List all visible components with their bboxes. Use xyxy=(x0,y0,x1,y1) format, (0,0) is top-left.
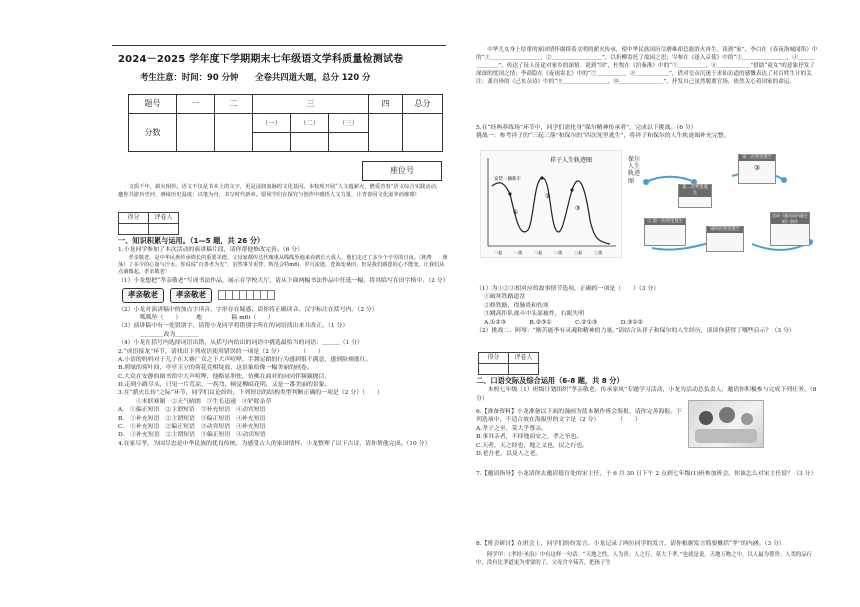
q2-option-b: B.碧绿的荷叶间，亭亭玉立的荷花竞相绽放，这景象给像一幅美丽的画卷。 xyxy=(118,365,313,372)
q8-block xyxy=(476,540,818,568)
diagram-node-3-label: 第三次死里逃生 xyxy=(739,155,775,161)
diagram-node-5-label: 完成《暴风雨所诞生的》创作 xyxy=(772,213,808,224)
q5-2: （2）挑战二：阿琴：“刚苦能李有灵魂和精神的力量。”请结合从祥子和保尔的人生经历，谈谈你获得了哪些启示？（3 分） xyxy=(476,327,795,334)
diagram-node-3 xyxy=(738,154,776,184)
q2-option-c: C.大众在安静的图书馆中大声喧哗，他略显胆怯，仿佛在面对的向同伴频频抛目。 xyxy=(118,373,331,380)
diagram-node-1 xyxy=(644,218,686,246)
chart-tick-5: 三起 xyxy=(573,250,583,255)
xiangzi-chart xyxy=(480,150,622,258)
filial-piety-cartoon xyxy=(688,400,764,448)
top-rule xyxy=(112,45,446,46)
chart-tick-3: 二起 xyxy=(533,250,543,255)
score-head-label: 题号 xyxy=(129,95,177,114)
scorer-table-2 xyxy=(478,352,539,375)
q1-3: （3）演讲稿中有一处错别字，请帮小龙同学将错别字所在的词语找出来并改正。（1 分） xyxy=(118,323,349,330)
diagram-node-3-mark: ③ xyxy=(753,163,761,172)
score-head-4: 四 xyxy=(369,95,403,114)
cartoon-figure-1 xyxy=(699,411,713,425)
chart-frame xyxy=(480,150,622,258)
section1 xyxy=(118,236,448,448)
tianzige-grid[interactable] xyxy=(218,290,274,300)
score-cell-3-3[interactable] xyxy=(329,133,369,152)
score-sub-1: （一） xyxy=(253,114,291,133)
q1-2-blanks[interactable]: 呱呱坠（ ） 地 稿 m6i（ ） xyxy=(140,315,274,322)
q5-1-item-a: ①破坏铁路道岔 xyxy=(484,294,526,301)
section2 xyxy=(476,376,818,403)
q1-3-blank[interactable]: ＿＿＿＿改为＿＿＿＿ xyxy=(140,331,199,338)
scorer2-score: 得分 xyxy=(479,353,509,364)
chart-annotation: 安装一辆新车 xyxy=(494,177,521,182)
section2-intro: 本校七年级（1）班级计划组织“孝亲敬老，传承家风”专题学习活动，小龙为活动总负责人，邀请你积极参与完成下列任务。（8 分） xyxy=(476,387,817,402)
poem-fill-text[interactable]: 中华儿女身上厚重的家国情怀赓续着文明的薪火传承，使中华民族国历尽磨难却总能浴火再生。读到“家”，李白在《春夜洛城闻笛》中的“①＿＿＿＿＿＿＿＿＿，②＿＿＿＿＿＿＿＿＿”，以折柳寄托了故园之思；岑参在《逢入京使》中的“③＿＿＿＿＿＿＿＿，④＿＿＿＿＿＿＿”，传达了征人征途对家乡的深情。说到“国”，杜牧在《泊秦淮》中的“⑤＿＿＿＿＿，⑥＿＿＿＿＿＿”借助“商女”的意象抒发了深深的忧国之情；李商隐在《夜雨寄北》中的“⑦＿＿＿＿＿，⑧＿＿＿＿＿＿”，借对皇帝沉迷于求仙访道的感慨表达了对百姓生计的关注；龚自珍的《己亥杂诗》中的“⑨＿＿＿＿＿＿＿＿，⑩＿＿＿＿＿＿＿＿”，抒发自己虽然脱离官场，依然关心着国家的命运。 xyxy=(476,47,818,85)
q1: 1.小龙同学参加了本次活动的演讲稿片段，请你帮他修改完善。（6 分） xyxy=(118,247,304,254)
q5-1-item-b: ②修铁路，得肺炎和伤寒 xyxy=(484,302,549,309)
chart-tick-4: 二落 xyxy=(553,250,563,255)
q5-1-item-c: ③跳高拒队战斗中头部被炸，右眼失明 xyxy=(484,311,585,318)
diagram-node-4-label: 第四次死里逃生 xyxy=(707,227,743,233)
scorer-score-cell[interactable] xyxy=(119,224,149,235)
chart-point-label-3: ③ xyxy=(575,205,581,212)
chart-point-label-1: ① xyxy=(513,209,519,216)
score-table xyxy=(128,94,443,152)
q1-4: （4）小龙在括号内选择词语出错，从括号内给出的词语中挑选最恰当的词语：＿＿＿（1 分） xyxy=(118,340,363,347)
chart-title: 祥子人生轨迹图 xyxy=(549,157,593,164)
q5: 5.在“经典养练场”环节中，同学们需化身“保尔精神传承者”，完成以下挑战。（6 分） xyxy=(476,125,697,131)
section2-heading: 二、口语交际及综合运用（6-8 题，共 8 分） xyxy=(476,376,624,385)
q1-2: （2）小龙对演讲稿中的加点字读音，字形存在疑惑，请你将正确读音、汉字标注在括号内。（2 分） xyxy=(118,306,378,313)
q4: 4.在家尽孝，为国尽忠是中华民族的优良传统。为感受古人的家国情怀，小龙整理了以下古诗，请你帮他完成。（10 分） xyxy=(118,440,431,447)
q5-1: （1）为①②③相对应的故事情节选项，正确的一项是（ ）（3 分） xyxy=(476,286,660,292)
scorer-table-1 xyxy=(118,212,179,235)
chart-tick-6: 三落 xyxy=(593,250,603,255)
score-cell-2[interactable] xyxy=(215,114,253,152)
score-cell-total[interactable] xyxy=(403,114,443,152)
score-cell-3-1[interactable] xyxy=(253,133,291,152)
q3-option-b: B. ①补充短语 ②主谓短语 ③偏正短语 ④补充短语 xyxy=(118,415,266,422)
chart-tick-1: 一起 xyxy=(493,250,503,255)
q5-1-options[interactable]: A.①②③ B.②③① C.②①③ D.③①② xyxy=(484,319,643,326)
cartoon-table xyxy=(695,429,757,443)
score-head-2: 二 xyxy=(215,95,253,114)
score-cell-1[interactable] xyxy=(177,114,215,152)
q2-option-d: D.走到小路尽头，只见一片荒凉，一拐弯，顿觉柳暗花明，又是一番美丽的景象。 xyxy=(118,382,331,389)
q6-block xyxy=(476,408,686,458)
pavel-diagram xyxy=(620,152,818,282)
diagram-node-2-label: 第二次死里逃生 xyxy=(679,185,711,197)
scorer-grader: 评卷人 xyxy=(149,213,179,224)
seat-number-box[interactable]: 座位号 xyxy=(362,161,442,181)
diagram-node-4 xyxy=(706,226,744,252)
q3: 3.在“薪火长传”之际“环节，同学们议论纷纷，下列短语的结构类型判断正确的一项是（2 分）（ ） xyxy=(118,390,383,397)
diagram-title: 保尔人生轨迹图 xyxy=(628,156,641,185)
q7: 7.【邀请指导】小龙请你去邀请德育处的宋主任，于 6 月 30 日下午 2 点到七年级(1)班参加班会。你该怎么对宋主任说？（3 分） xyxy=(476,471,817,477)
calligraphy-sample-1[interactable]: 孝亲敬老 xyxy=(122,288,164,303)
q1-1-seals xyxy=(122,288,448,303)
score-cell-4[interactable] xyxy=(369,114,403,152)
q1-passage: 孝亲敬老，是中华民族传承绵长的重要美德。父母家都传达代瑰重从呱呱坠地来看到长大成人，他们走过了多少个辛劳的日夜。（耗费 涤荡）了多少的心血与汗水。你说说“百善孝为先”，虽然事节更替，辉范会特m6i，岁月流逝，苍海变桑田，但是我们感恩的心不能变，让我们从点滴做起，孝亲敬老！ xyxy=(118,254,448,276)
score-cell-3-2[interactable] xyxy=(291,133,329,152)
chart-point-label-2: ② xyxy=(545,193,551,200)
chart-point-2 xyxy=(540,176,543,179)
q5-challenge-1: 挑战一：参考祥子的“三起三落”和保尔的“四次死里逃生”，将祥子和保尔的人生轨迹图补充完整。 xyxy=(476,133,730,140)
q8-text: 阿学甲：《孝经·圣治》中有这样一句话：“天地之性，人为贵；人之行，莫大于孝。”也就是说，天地万物之中，以人最为尊贵；人类的品行中，没有比孝道更为重要的了。父母含辛茹苦，把孩子生 xyxy=(476,552,813,567)
scorer-grader-cell[interactable] xyxy=(149,224,179,235)
exam-notice: 考生注意：时间：90 分钟 全卷共四道大题，总分 120 分 xyxy=(140,72,371,82)
intro-text: 文质千年，薪火相传。语文不仅是书本上的文字，更是浸润血脉的文化基因。本校现开展“人文蕴薪火，燃爱青春”语文综合实践活动，邀你共游历史河，赓续历史温度；以笔为舟，书写时代新章。愿同学们在探究与创作中感悟人文力量，让青春因文化滋养而璀璨！ xyxy=(118,184,442,198)
diagram-node-1-label: ② 第一次死里逃生 xyxy=(645,219,685,225)
diagram-node-2 xyxy=(678,184,712,208)
q6-option-c: C.天者，天之经也，地之义也，民之行也。 xyxy=(476,442,589,449)
chart-point-1 xyxy=(508,192,511,195)
q6-option-d: D.老吾老，以及人之老。 xyxy=(476,450,542,457)
q5-block xyxy=(476,124,818,141)
q2-option-a: A.小语的妈妈对于儿子在大赛广众之下大声喧哗，手舞足蹈的行为感到很不满意，感到脸颊涨红。 xyxy=(118,356,372,363)
scorer-score: 得分 xyxy=(119,213,149,224)
q7-block xyxy=(476,470,818,478)
exam-title: 2024－2025 学年度下学期期末七年级语文学科质量检测试卷 xyxy=(118,54,404,65)
q5-options xyxy=(476,285,818,335)
q1-1: （1）小龙想把“孝亲敬老”写成书法作品，展示在学校大厅，请从下面两幅书法作品中任选一幅，将其临写在田字格中。（2 分） xyxy=(118,277,449,284)
q3-option-c: C. ①补充短语 ②偏正短语 ③动宾短语 ④补充短语 xyxy=(118,423,266,430)
diagram-node-5 xyxy=(770,212,810,246)
q6-option-a: A.孝子之至，莫大乎尊亲。 xyxy=(476,425,547,432)
intro-paragraph xyxy=(118,184,446,199)
score-head-1: 一 xyxy=(177,95,215,114)
q6: 6.【准备资料】小龙准备以下面的漫画为蓝本制作班会海报，请你完善海报。下列选项中，不适合放在海报里的文字是（2 分） （ ） xyxy=(476,409,682,424)
q3-head: ①本联赛制 ②天气晴朗 ③生长迅速 ④铲除杂草 xyxy=(136,398,272,405)
score-head-total: 总分 xyxy=(403,95,443,114)
chart-point-3 xyxy=(570,188,573,191)
q8: 8.【班会研讨】在班会上，同学们纷纷发言。小龙记录了两位同学的发言，请你根据发言简要概括“孝”的内涵。（3 分） xyxy=(476,541,785,547)
section1-heading: 一、知识积累与运用。（1—5 题，共 26 分） xyxy=(118,236,265,245)
scorer2-grader-cell[interactable] xyxy=(509,364,539,375)
score-row-label: 分数 xyxy=(129,114,177,152)
cartoon-figure-2 xyxy=(719,407,735,423)
score-sub-3: （三） xyxy=(329,114,369,133)
cartoon-figure-3 xyxy=(741,413,753,425)
scorer2-score-cell[interactable] xyxy=(479,364,509,375)
calligraphy-sample-2[interactable]: 孝亲敬老 xyxy=(170,288,212,303)
q6-option-b: B.事其亲者，不择地而安之，孝之至也。 xyxy=(476,434,583,441)
q3-option-a: A. ①偏正短语 ②主谓短语 ③补充短语 ④动宾短语 xyxy=(118,407,266,414)
score-head-3: 三 xyxy=(253,95,369,114)
scorer2-grader: 评卷人 xyxy=(509,353,539,364)
score-sub-2: （二） xyxy=(291,114,329,133)
q3-option-d: D. ①补充短语 ②主谓短语 ③偏正短语 ④动宾短语 xyxy=(118,432,266,439)
q2: 2.“成语接龙”环节，请找出下列成语使用错误的一项是（2 分） （ ） xyxy=(118,348,324,355)
chart-tick-2: 一落 xyxy=(513,250,523,255)
